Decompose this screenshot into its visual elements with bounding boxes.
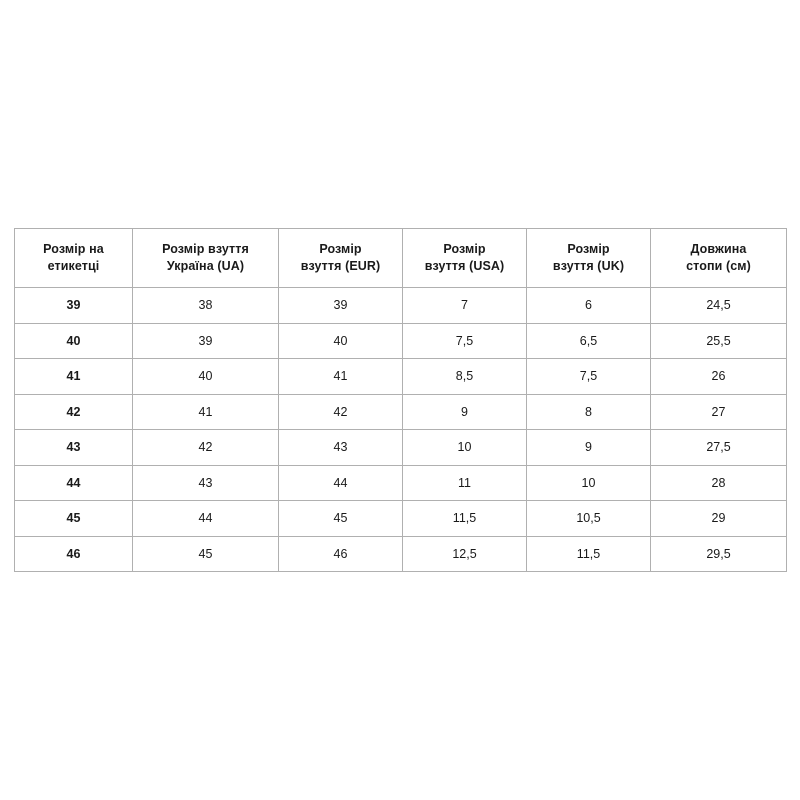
cell-ua-size: 40 [133,359,279,395]
cell-uk-size: 6 [527,288,651,324]
cell-label-size: 41 [15,359,133,395]
cell-uk-size: 9 [527,430,651,466]
cell-ua-size: 43 [133,465,279,501]
cell-eur-size: 46 [279,536,403,572]
cell-usa-size: 11 [403,465,527,501]
cell-usa-size: 7,5 [403,323,527,359]
table-row [15,288,787,324]
column-header-line: взуття (USA) [424,259,505,273]
column-header-line: Розмір на [43,242,104,257]
cell-uk-size: 11,5 [527,536,651,572]
column-header-line: етикетці [47,259,100,273]
cell-foot-length: 29 [651,501,787,537]
cell-label-size: 42 [15,394,133,430]
shoe-size-table [14,228,787,572]
column-header-label-size [15,229,133,288]
table-row [15,536,787,572]
cell-label-size: 44 [15,465,133,501]
column-header-usa-size [403,229,527,288]
cell-foot-length: 25,5 [651,323,787,359]
size-chart-container [14,228,786,572]
cell-ua-size: 41 [133,394,279,430]
column-header-ua-size [133,229,279,288]
cell-usa-size: 9 [403,394,527,430]
cell-ua-size: 44 [133,501,279,537]
cell-uk-size: 7,5 [527,359,651,395]
cell-label-size: 45 [15,501,133,537]
cell-uk-size: 10 [527,465,651,501]
cell-label-size: 43 [15,430,133,466]
cell-usa-size: 7 [403,288,527,324]
cell-foot-length: 27 [651,394,787,430]
table-header-row [15,229,787,288]
cell-eur-size: 45 [279,501,403,537]
cell-eur-size: 39 [279,288,403,324]
table-body [15,288,787,572]
cell-usa-size: 10 [403,430,527,466]
cell-eur-size: 44 [279,465,403,501]
column-header-line: стопи (см) [686,259,751,273]
cell-label-size: 46 [15,536,133,572]
cell-foot-length: 24,5 [651,288,787,324]
cell-foot-length: 28 [651,465,787,501]
table-row [15,501,787,537]
cell-uk-size: 6,5 [527,323,651,359]
column-header-line: Розмір [319,242,362,257]
column-header-line: Довжина [690,242,747,257]
cell-ua-size: 45 [133,536,279,572]
table-row [15,430,787,466]
table-row [15,465,787,501]
table-row [15,394,787,430]
column-header-line: взуття (UK) [552,259,625,273]
table-header [15,229,787,288]
cell-ua-size: 38 [133,288,279,324]
column-header-line: Розмір [443,242,486,257]
cell-eur-size: 43 [279,430,403,466]
column-header-line: взуття (EUR) [300,259,381,273]
cell-label-size: 40 [15,323,133,359]
cell-usa-size: 12,5 [403,536,527,572]
cell-foot-length: 29,5 [651,536,787,572]
column-header-line: Розмір взуття [162,242,249,257]
cell-label-size: 39 [15,288,133,324]
column-header-uk-size [527,229,651,288]
cell-usa-size: 11,5 [403,501,527,537]
cell-uk-size: 8 [527,394,651,430]
column-header-eur-size [279,229,403,288]
column-header-foot-length [651,229,787,288]
table-row [15,359,787,395]
cell-eur-size: 42 [279,394,403,430]
cell-eur-size: 41 [279,359,403,395]
cell-eur-size: 40 [279,323,403,359]
cell-uk-size: 10,5 [527,501,651,537]
cell-ua-size: 39 [133,323,279,359]
column-header-line: Україна (UA) [166,259,245,273]
cell-foot-length: 26 [651,359,787,395]
cell-usa-size: 8,5 [403,359,527,395]
column-header-line: Розмір [567,242,610,257]
table-row [15,323,787,359]
cell-foot-length: 27,5 [651,430,787,466]
cell-ua-size: 42 [133,430,279,466]
